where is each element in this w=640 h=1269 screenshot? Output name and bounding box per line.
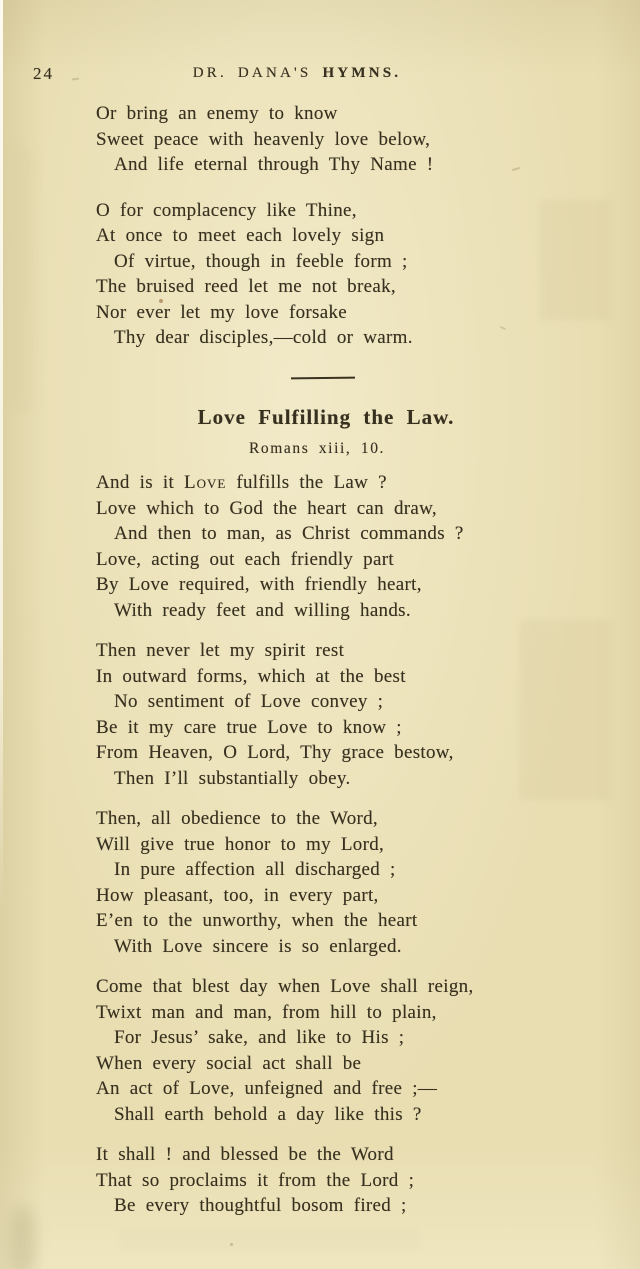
ink-speck [230,1243,233,1246]
poem-line: That so proclaims it from the Lord ; [96,1169,415,1191]
poem-line: Shall earth behold a day like this ? [114,1103,422,1125]
poem-line: From Heaven, O Lord, Thy grace bestow, [96,742,454,763]
paper-smudge [16,150,30,410]
poem-line: Then I’ll substantially obey. [114,767,351,789]
poem-line: And life eternal through Thy Name ! [114,154,434,175]
stanza [96,198,433,351]
poem-line: Love which to God the heart can draw, [96,497,437,519]
poem-line: Then, all obedience to the Word, [96,808,378,829]
poem-line: And then to man, as Christ commands ? [114,523,464,544]
poem-line: Then never let my spirit rest [96,640,345,661]
running-header [0,65,594,82]
hymn-stanzas [96,470,474,1234]
poem-line: An act of Love, unfeigned and free ;— [96,1078,438,1099]
reverse-page-ghosting [520,620,610,800]
poem-line: With Love sincere is so enlarged. [114,935,402,957]
poem-line: With ready feet and willing hands. [114,599,411,621]
poem-line: Be it my care true Love to know ; [96,716,402,738]
poem-line: Nor ever let my love forsake [96,301,347,323]
poem-line: And is it Love fulfills the Law ? [96,472,387,493]
poem-line: No sentiment of Love convey ; [114,691,384,712]
stanza [96,1142,474,1219]
poem-line: The bruised reed let me not break, [96,276,396,297]
running-header-text: DR. DANA'S [192,65,312,81]
poem-line: For Jesus’ sake, and like to His ; [114,1027,405,1048]
poem-line: O for complacency like Thine, [96,199,357,221]
poem-line: At once to meet each lovely sign [96,225,385,246]
poem-line: E’en to the unworthy, when the heart [96,910,418,931]
poem-line: Of virtue, though in feeble form ; [114,250,408,272]
poem-line: Will give true honor to my Lord, [96,833,385,855]
stanza [96,974,474,1127]
poem-line: How pleasant, too, in every part, [96,884,379,906]
ink-mark [500,326,506,330]
small-caps-word: Love [184,472,227,493]
section-divider-rule [291,377,355,380]
poem-line: In pure affection all discharged ; [114,859,396,880]
poem-line: It shall ! and blessed be the Word [96,1144,394,1165]
poem-line: By Love required, with friendly heart, [96,574,422,595]
poem-line: Be every thoughtful bosom fired ; [114,1195,407,1216]
poem-line: Come that blest day when Love shall reign, [96,976,474,997]
stanza [96,470,474,623]
poem-line: Twixt man and man, from hill to plain, [96,1001,437,1023]
poem-line: When every social act shall be [96,1052,362,1074]
stanza [96,638,474,791]
hymn-title: Love Fulfilling the Law. [197,405,455,429]
poem-line: In outward forms, which at the best [96,665,406,687]
stanza [96,101,433,178]
ink-mark [512,167,520,171]
previous-hymn-continuation [96,101,433,371]
poem-line: Sweet peace with heavenly love below, [96,128,431,150]
page-number: 24 [33,64,54,83]
stanza [96,806,474,959]
reverse-page-ghosting [540,200,610,320]
scan-edge-artifact [0,0,3,1269]
poem-line: Love, acting out each friendly part [96,548,394,570]
paper-smudge [10,1207,36,1269]
running-header-emphasis: HYMNS. [322,65,402,81]
poem-line: Or bring an enemy to know [96,103,338,124]
scripture-reference: Romans xiii, 10. [248,440,386,457]
poem-line: Thy dear disciples,—cold or warm. [114,327,413,348]
